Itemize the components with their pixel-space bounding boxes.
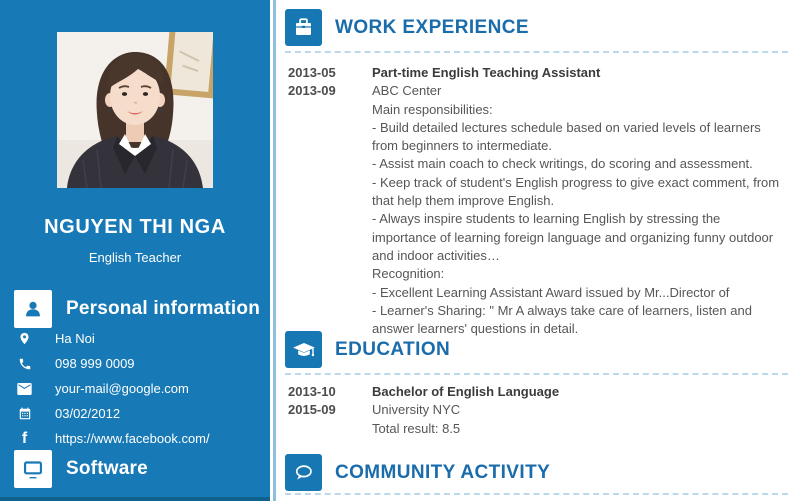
- graduation-cap-icon: [285, 331, 322, 368]
- work-line: - Always inspire students to learning English by stressing the importance of learning foreign language and organizing funny outdoor and indoor activities…: [372, 211, 774, 263]
- info-row-phone: [16, 351, 262, 376]
- work-line: Recognition:: [372, 266, 445, 282]
- education-header: [285, 331, 450, 368]
- email-text[interactable]: your-mail@google.com: [55, 381, 189, 396]
- location-text: Ha Noi: [55, 331, 95, 346]
- community-divider: [285, 493, 788, 495]
- education-dates: [288, 383, 372, 438]
- degree-title: Bachelor of English Language: [372, 384, 560, 399]
- envelope-icon: [16, 383, 33, 395]
- phone-icon: [16, 357, 33, 371]
- school-name: University NYC: [372, 402, 461, 418]
- location-pin-icon: [16, 331, 33, 346]
- work-line: - Assist main coach to check writings, do scoring and assessment.: [372, 156, 753, 172]
- monitor-icon: [14, 450, 52, 488]
- facebook-icon: f: [21, 429, 28, 447]
- education-date-from: 2013-10: [288, 384, 336, 399]
- work-experience-title: WORK EXPERIENCE: [335, 16, 529, 38]
- facebook-url-text[interactable]: https://www.facebook.com/: [55, 431, 210, 446]
- briefcase-icon: [285, 9, 322, 46]
- work-entry: [288, 64, 781, 338]
- info-row-birthdate: [16, 401, 262, 426]
- sidebar: [0, 0, 270, 501]
- work-details: [372, 64, 781, 338]
- info-row-email: [16, 376, 262, 401]
- person-name: NGUYEN THI NGA: [44, 216, 226, 238]
- total-result: Total result: 8.5: [372, 420, 461, 436]
- education-date-to: 2015-09: [288, 402, 336, 418]
- calendar-icon: [16, 407, 33, 421]
- profile-photo: [57, 32, 213, 188]
- work-date-to: 2013-09: [288, 83, 336, 99]
- birthdate-text: 03/02/2012: [55, 406, 121, 421]
- work-line: ABC Center: [372, 83, 442, 99]
- info-row-location: [16, 326, 262, 351]
- education-entry: [288, 383, 781, 438]
- info-row-facebook: [16, 426, 262, 451]
- speech-bubble-icon: [285, 454, 322, 491]
- sidebar-bottom-edge: [0, 497, 270, 501]
- work-line: - Learner's Sharing: " Mr A always take care of learners, listen and answer learners' questions in detail.: [372, 302, 752, 337]
- person-icon: [14, 290, 52, 328]
- work-line: - Excellent Learning Assistant Award issued by Mr...Director of: [372, 284, 730, 300]
- personal-info-label: Personal information: [66, 298, 261, 319]
- community-activity-title: COMMUNITY ACTIVITY: [335, 461, 551, 483]
- main-content: [276, 0, 800, 501]
- phone-text: 098 999 0009: [55, 356, 135, 371]
- work-dates: [288, 64, 372, 338]
- person-role: English Teacher: [88, 250, 182, 265]
- education-title: EDUCATION: [335, 338, 451, 360]
- work-divider: [285, 51, 788, 53]
- education-divider: [285, 373, 788, 375]
- work-experience-header: [285, 9, 529, 46]
- personal-info-header: [14, 290, 260, 328]
- community-activity-header: [285, 454, 550, 491]
- job-title: Part-time English Teaching Assistant: [372, 65, 601, 80]
- personal-info-list: [16, 326, 262, 451]
- work-line: Main responsibilities:: [372, 101, 493, 117]
- work-line: - Build detailed lectures schedule based on varied levels of learners from beginners to intermediate.: [372, 119, 761, 154]
- education-details: [372, 383, 781, 438]
- work-date-from: 2013-05: [288, 65, 336, 80]
- software-label: Software: [66, 458, 148, 479]
- work-line: - Keep track of student's English progress to give exact comment, from that help them improve English.: [372, 174, 780, 209]
- software-section-header: [14, 450, 148, 488]
